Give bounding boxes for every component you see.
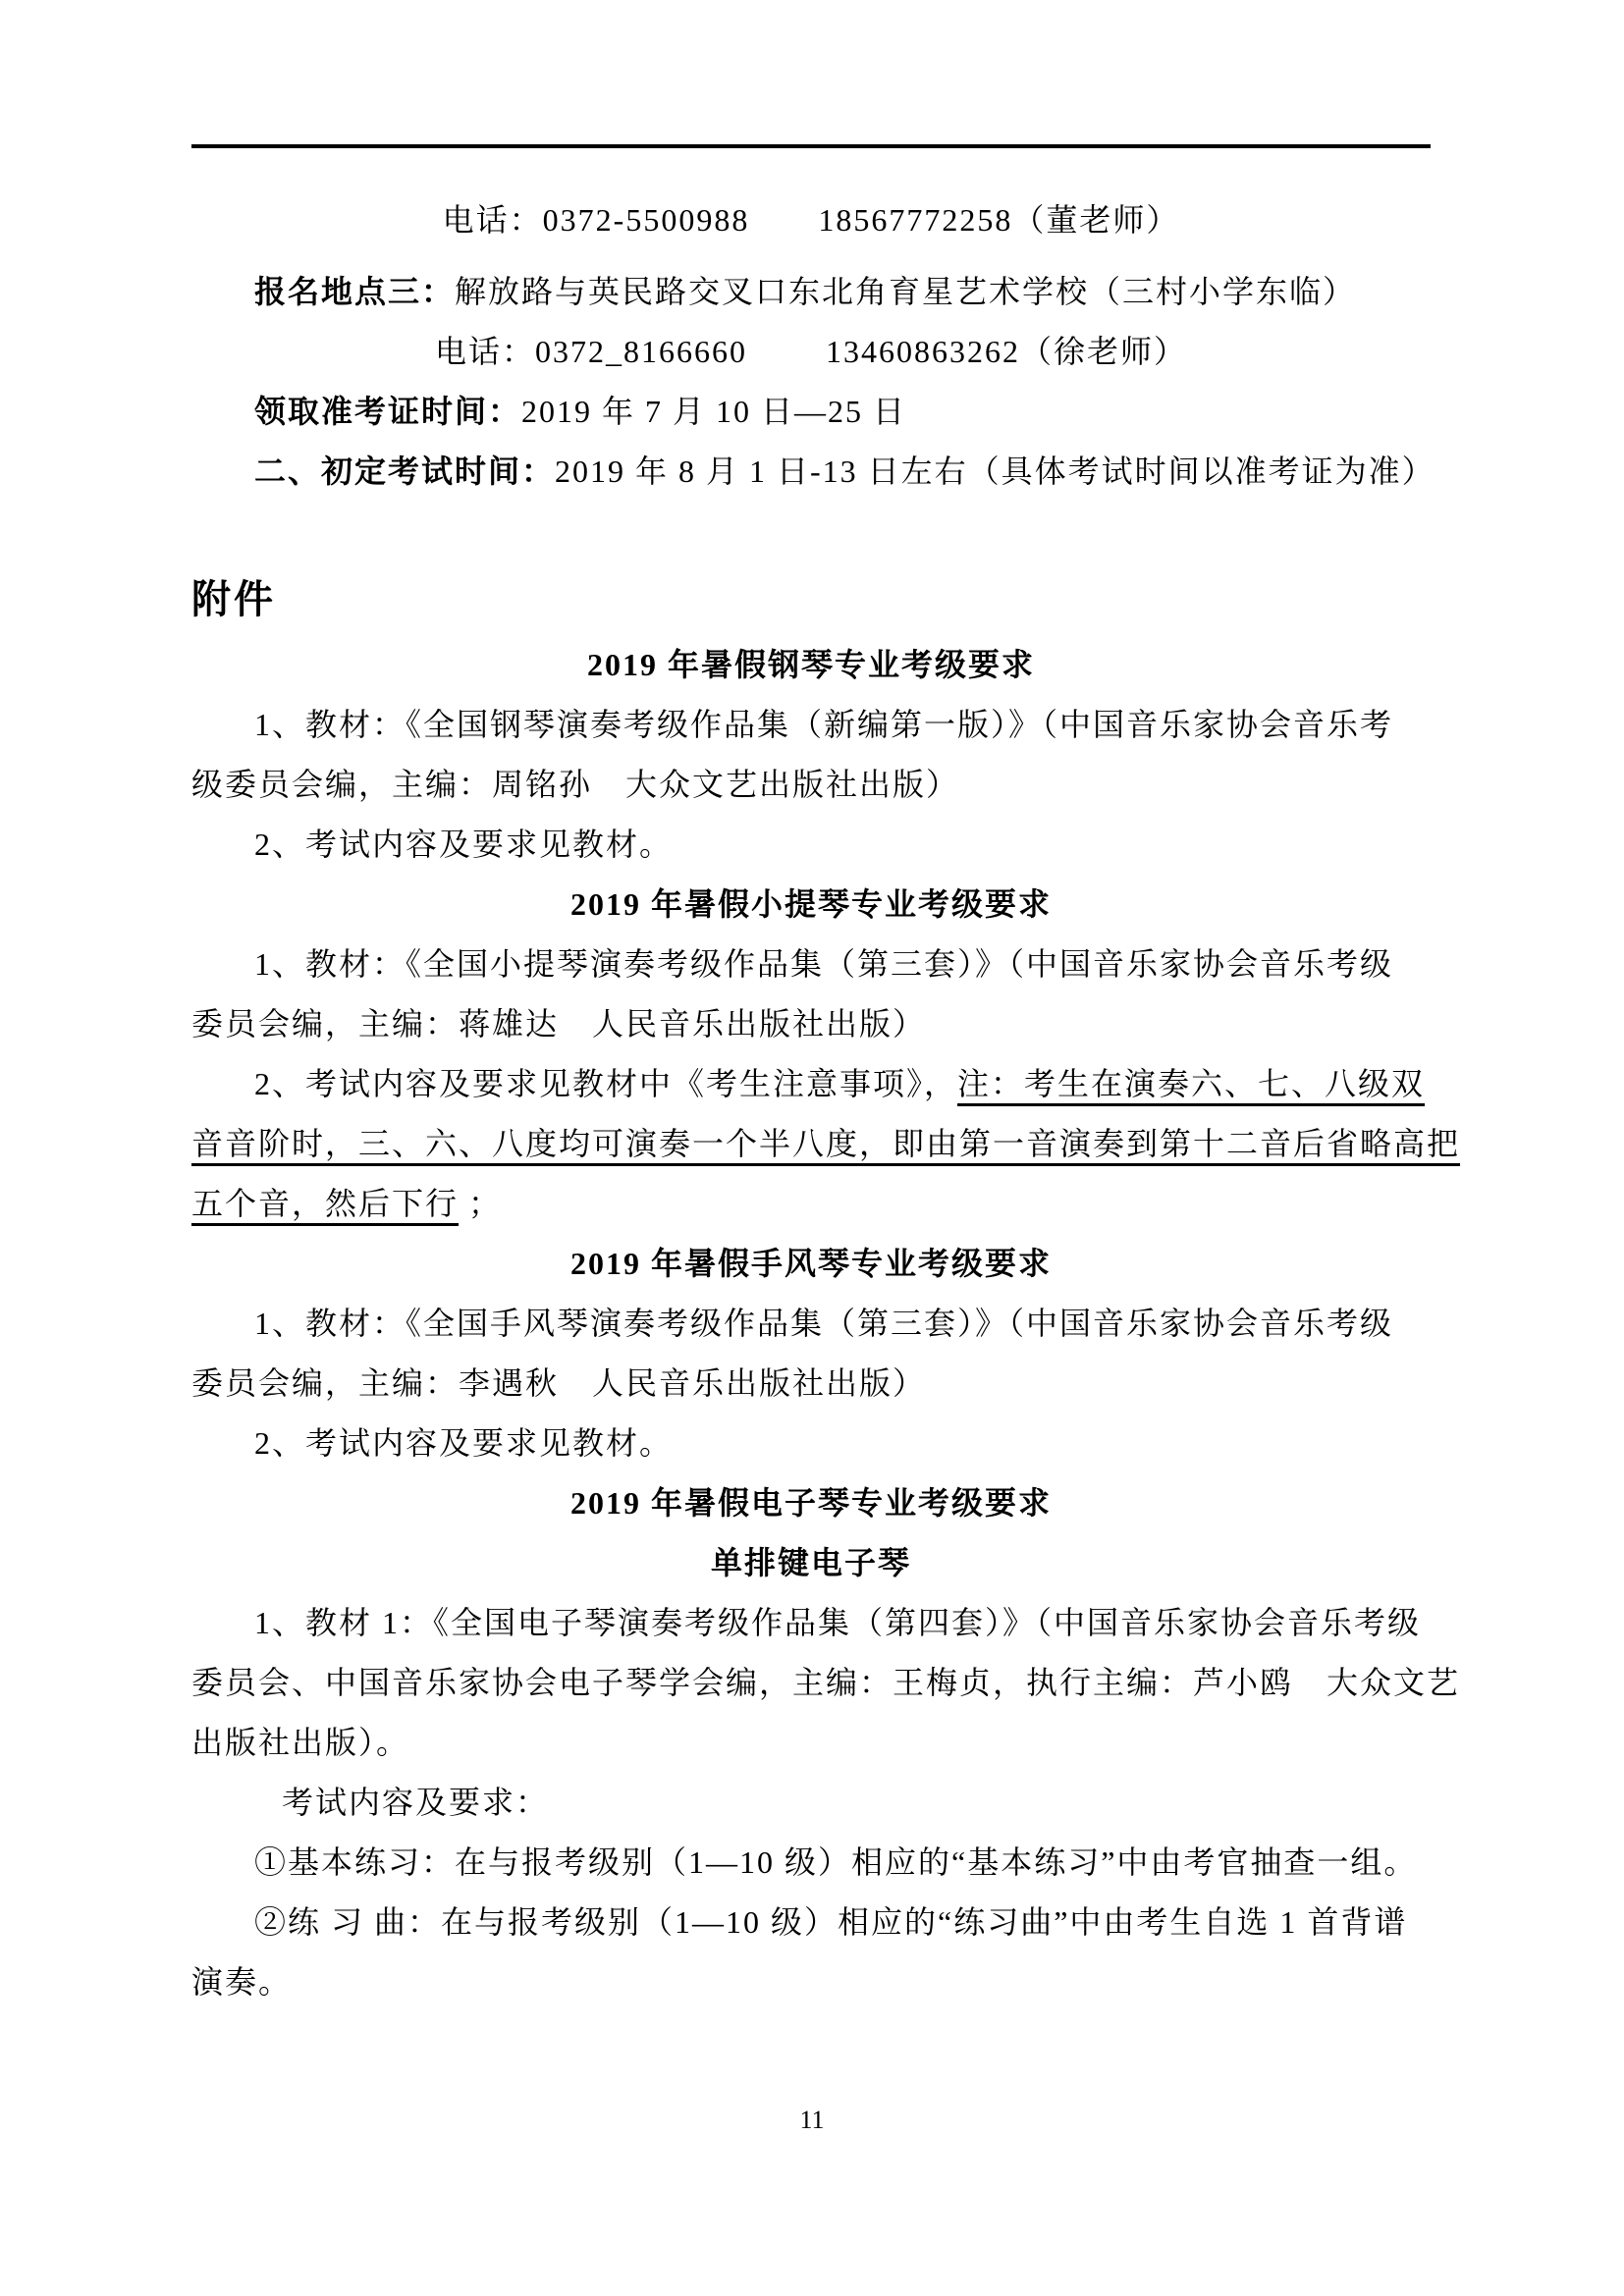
page-number: 11 bbox=[799, 2106, 825, 2134]
piano-section-heading bbox=[191, 635, 1431, 695]
text-run: 2019 年暑假电子琴专业考级要求 bbox=[569, 1485, 1052, 1521]
text-run: 1、教材：《全国钢琴演奏考级作品集（新编第一版）》（中国音乐家协会音乐考 bbox=[254, 707, 1394, 742]
violin-section-heading bbox=[191, 875, 1431, 934]
text-run: ②练 习 曲：在与报考级别（1—10 级）相应的“练习曲”中由考生自选 1 首背谱 bbox=[254, 1904, 1408, 1940]
piano-textbook-line-1 bbox=[191, 695, 1431, 755]
exam-time bbox=[191, 442, 1435, 502]
text-run: 解放路与英民路交叉口东北角育星艺术学校（三村小学东临） bbox=[455, 274, 1357, 309]
text-run: 注：考生在演奏六、七、八级双 bbox=[957, 1066, 1426, 1101]
text-run: 委员会编，主编：李遇秋 人民音乐出版社出版） bbox=[191, 1365, 927, 1401]
attachment-label bbox=[191, 564, 1431, 635]
keyboard-textbook-line-2 bbox=[191, 1653, 1461, 1713]
accordion-section-heading bbox=[191, 1234, 1431, 1294]
text-run: 2019 年暑假小提琴专业考级要求 bbox=[569, 886, 1052, 922]
text-run: 电话：0372_8166660 13460863262（徐老师） bbox=[434, 334, 1187, 369]
text-run: 报名地点三： bbox=[254, 274, 456, 309]
text-run: 二、初定考试时间： bbox=[254, 454, 556, 489]
piano-exam-content bbox=[191, 815, 1431, 875]
text-run: 级委员会编，主编：周铭孙 大众文艺出版社出版） bbox=[191, 767, 960, 802]
accordion-textbook-line-1 bbox=[191, 1294, 1431, 1354]
text-run: 单排键电子琴 bbox=[710, 1545, 911, 1580]
violin-exam-content-line-1 bbox=[191, 1054, 1431, 1114]
text-run: 2、考试内容及要求见教材中《考生注意事项》， bbox=[254, 1066, 958, 1101]
text-run: 1、教材：《全国小提琴演奏考级作品集（第三套）》（中国音乐家协会音乐考级 bbox=[254, 946, 1394, 982]
piano-textbook-line-2 bbox=[191, 755, 1431, 815]
admission-ticket-pickup-time bbox=[191, 382, 1431, 442]
text-run: 委员会、中国音乐家协会电子琴学会编，主编：王梅贞，执行主编：芦小鸥 大众文艺 bbox=[191, 1665, 1461, 1700]
keyboard-textbook-line-1 bbox=[191, 1593, 1431, 1653]
text-run: 演奏。 bbox=[191, 1964, 293, 2000]
text-run: ①基本练习：在与报考级别（1—10 级）相应的“基本练习”中由考官抽查一组。 bbox=[254, 1844, 1418, 1880]
text-run: 电话：0372-5500988 18567772258（董老师） bbox=[442, 202, 1180, 238]
violin-textbook-line-2 bbox=[191, 994, 1431, 1054]
text-run: 音音阶时，三、六、八度均可演奏一个半八度，即由第一音演奏到第十二音后省略高把 bbox=[191, 1126, 1461, 1161]
text-run: 五个音，然后下行 bbox=[191, 1186, 460, 1221]
text-run: ； bbox=[459, 1186, 503, 1221]
keyboard-textbook-line-3 bbox=[191, 1713, 1431, 1773]
phone-line-xu bbox=[191, 322, 1431, 382]
text-run: 出版社出版）。 bbox=[191, 1725, 410, 1760]
exam-content-requirements-label bbox=[191, 1773, 1431, 1833]
text-run: 2019 年 7 月 10 日—25 日 bbox=[521, 394, 907, 429]
accordion-textbook-line-2 bbox=[191, 1354, 1431, 1414]
text-run: 2、考试内容及要求见教材。 bbox=[254, 827, 674, 862]
violin-textbook-line-1 bbox=[191, 934, 1431, 994]
text-run: 附件 bbox=[191, 577, 276, 621]
text-run: 考试内容及要求： bbox=[282, 1785, 550, 1820]
text-run: 2019 年暑假钢琴专业考级要求 bbox=[586, 647, 1035, 682]
etude-item bbox=[191, 1893, 1431, 1952]
registration-location-3 bbox=[191, 262, 1431, 322]
text-run: 2019 年 8 月 1 日-13 日左右（具体考试时间以准考证为准） bbox=[555, 454, 1435, 489]
text-run: 2019 年暑假手风琴专业考级要求 bbox=[569, 1246, 1052, 1281]
violin-exam-content-line-2 bbox=[191, 1114, 1461, 1174]
keyboard-section-heading bbox=[191, 1473, 1431, 1533]
accordion-exam-content bbox=[191, 1414, 1431, 1473]
single-row-keyboard-heading bbox=[191, 1533, 1431, 1593]
text-run: 领取准考证时间： bbox=[254, 394, 522, 429]
document-body bbox=[191, 0, 1461, 2012]
text-run: 委员会编，主编：蒋雄达 人民音乐出版社出版） bbox=[191, 1006, 927, 1041]
basic-practice-item bbox=[191, 1833, 1431, 1893]
text-run: 1、教材 1：《全国电子琴演奏考级作品集（第四套）》（中国音乐家协会音乐考级 bbox=[254, 1605, 1422, 1640]
text-run: 2、考试内容及要求见教材。 bbox=[254, 1425, 674, 1461]
text-run: 1、教材：《全国手风琴演奏考级作品集（第三套）》（中国音乐家协会音乐考级 bbox=[254, 1306, 1394, 1341]
etude-item-continued bbox=[191, 1952, 1431, 2012]
violin-exam-content-line-3 bbox=[191, 1174, 1431, 1234]
phone-line-dong bbox=[191, 190, 1431, 250]
